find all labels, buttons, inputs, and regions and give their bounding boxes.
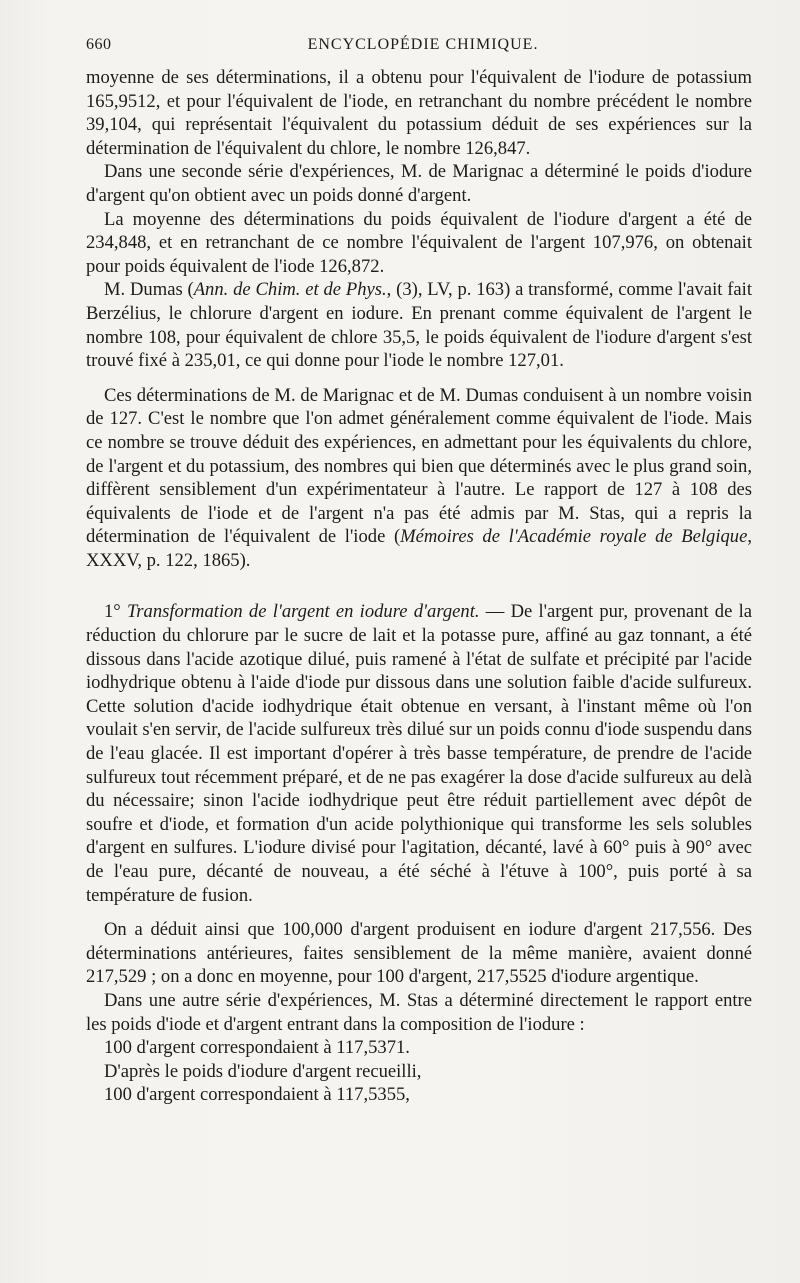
paragraph-other-series: Dans une autre série d'expériences, M. Stas a déterminé directement le rapport entre les poids d'iode et d'argent entrant dans la composition de l'iodure :	[86, 989, 752, 1035]
transformation-text: — De l'argent pur, provenant de la réduction du chlorure par le sucre de lait et la potasse pure, affiné au gaz tonnant, a été dissous dans l'acide azotique dilué, puis ramené à l'état de sulfate et précipité par l'acide iodhydrique obtenu à l'aide d'iode pur dissous dans une solution faible d'acide sulfureux. Cette solution d'acide iodhydrique était obtenue en versant, à l'instant même où l'on voulait s'en servir, de l'acide sulfureux très dilué sur un poids connu d'iode suspendu dans de l'eau glacée. Il est important d'opérer à très basse température, de prendre de l'acide sulfureux tout récemment préparé, et de ne pas exagérer la dose d'acide sulfureux au delà du nécessaire; sinon l'acide iodhydrique peut être réduit partiellement avec dépôt de soufre et d'iode, et formation d'un acide polythionique qui transforme les sels solubles d'argent en sulfures. L'iodure divisé pour l'agitation, décanté, lavé à 60° puis à 90° avec de l'eau pure, décanté de nouveau, a été séché à l'étuve à 100°, puis porté à sa température de fusion.	[86, 601, 752, 906]
paragraph-second-series: Dans une seconde série d'expériences, M. de Marignac a déterminé le poids d'iodure d'argent qu'on obtient avec un poids donné d'argent.	[86, 161, 752, 206]
paragraph-conclusions	[86, 384, 752, 573]
dumas-text-after: , (3), LV, p. 163) a transformé, comme l'avait fait Berzélius, le chlorure d'argent en iodure. En prenant comme équivalent de l'argent le nombre 108, pour équivalent de chlore 35,5, le poids équivalent de l'iodure d'argent s'est trouvé fixé à 235,01, ce qui donne pour l'iode le nombre 127,01.	[86, 279, 752, 372]
paragraph-deduction: On a déduit ainsi que 100,000 d'argent produisent en iodure d'argent 217,556. Des déterminations antérieures, faites sensiblement de la même manière, avaient donné 217,529 ; on a donc en moyenne, pour 100 d'argent, 217,5525 d'iodure argentique.	[86, 919, 752, 988]
conclusions-text-after: , XXXV, p. 122, 1865).	[86, 526, 752, 571]
dumas-citation: Ann. de Chim. et de Phys.	[193, 279, 387, 301]
page-header	[86, 36, 760, 62]
conclusions-citation: Mémoires de l'Académie royale de Belgique	[400, 526, 748, 548]
dumas-text-before: M. Dumas (	[104, 279, 194, 301]
result-line-2: D'après le poids d'iodure d'argent recueilli,	[104, 1060, 422, 1082]
paragraph-continuation: moyenne de ses déterminations, il a obtenu pour l'équivalent de l'iodure de potassium 165,9512, et pour l'équivalent de l'iode, en retranchant du nombre précédent le nombre 39,104, qui représentait l'équivalent du potassium déduit de ses expériences sur la détermination de l'équivalent du chlore, le nombre 126,847.	[86, 67, 752, 159]
conclusions-text-before: Ces déterminations de M. de Marignac et de M. Dumas conduisent à un nombre voisin de 127. C'est le nombre que l'on admet généralement comme équivalent de l'iode. Mais ce nombre se trouve déduit des expériences, en admettant pour les équivalents du chlore, de l'argent et du potassium, des nombres qui bien que déterminés avec le plus grand soin, diffèrent sensiblement d'un expérimentateur à l'autre. Le rapport de 127 à 108 des équivalents de l'iode et de l'argent n'a pas été admis par M. Stas, qui a repris la détermination de l'équivalent de l'iode (	[86, 384, 752, 548]
paragraph-transformation	[86, 600, 752, 907]
section-number: 1°	[104, 601, 121, 623]
running-title: ENCYCLOPÉDIE CHIMIQUE.	[307, 36, 539, 53]
paragraph-silver-iodide-mean: La moyenne des déterminations du poids équivalent de l'iodure d'argent a été de 234,848, et en retranchant de ce nombre l'équivalent de l'argent 107,976, on obtenait pour poids équivalent de l'iode 126,872.	[86, 208, 752, 277]
section-heading: Transformation de l'argent en iodure d'argent.	[126, 601, 480, 623]
result-line-3: 100 d'argent correspondaient à 117,5355,	[104, 1084, 410, 1106]
paragraph-dumas	[86, 278, 752, 372]
body-text	[86, 66, 752, 1107]
result-line-1: 100 d'argent correspondaient à 117,5371.	[104, 1037, 410, 1059]
page-number: 660	[86, 36, 112, 53]
